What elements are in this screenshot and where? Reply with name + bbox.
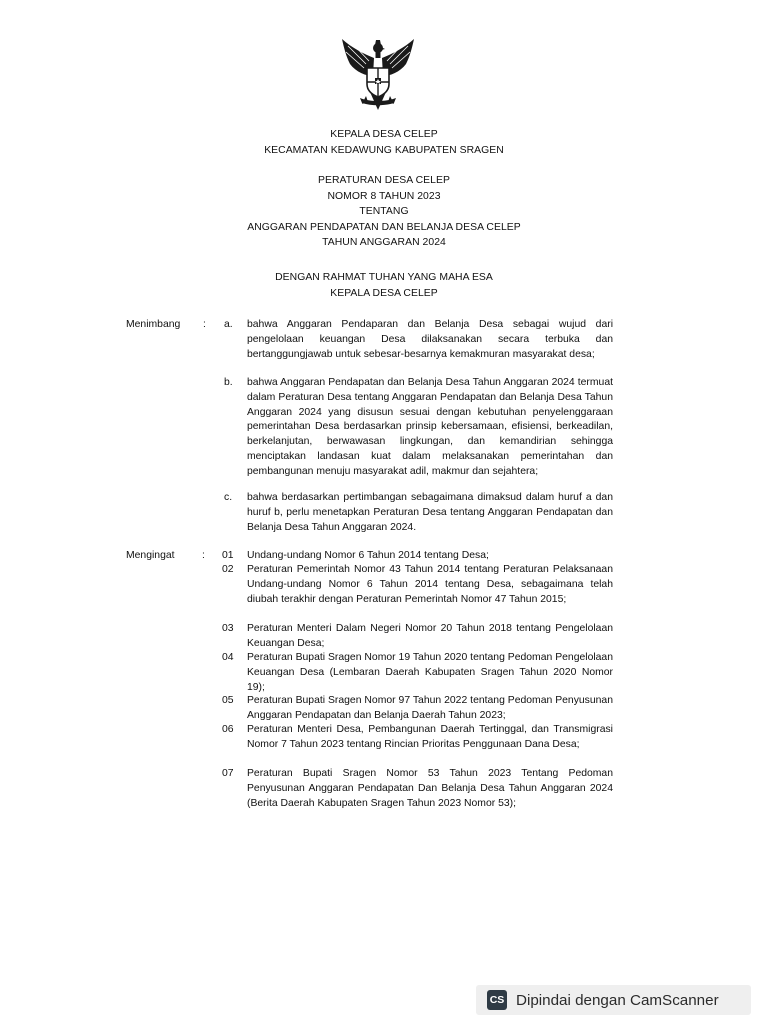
regulation-fiscal-year: TAHUN ANGGARAN 2024 xyxy=(322,237,446,248)
item-text: Peraturan Menteri Desa, Pembangunan Daerah Tertinggal, dan Transmigrasi Nomor 7 Tahun 2023 tentang Rincian Prioritas Penggunaan Dana Desa; xyxy=(247,724,613,750)
regulation-title-block xyxy=(0,173,768,251)
item-marker: b. xyxy=(224,377,233,388)
item-text: Peraturan Pemerintah Nomor 43 Tahun 2014 tentang Peraturan Pelaksanaan Undang-undang Nomor 6 Tahun 2014 tentang Desa, sebagaimana telah diubah terakhir dengan Peraturan Pemerintah Nomor 47 Tahun 2015; xyxy=(247,564,613,605)
item-marker: 04 xyxy=(222,652,234,663)
item-marker: 02 xyxy=(222,564,234,575)
item-marker: c. xyxy=(224,492,233,503)
item-text: Peraturan Bupati Sragen Nomor 53 Tahun 2023 Tentang Pedoman Penyusunan Anggaran Pendapatan Dan Belanja Desa Tahun Anggaran 2024 (Berita Daerah Kabupaten Sragen Tahun 2023 Nomor 53); xyxy=(247,768,613,809)
document-header xyxy=(0,127,768,158)
item-marker: 01 xyxy=(222,550,234,561)
regulation-title: PERATURAN DESA CELEP xyxy=(318,175,450,186)
enactor-text: KEPALA DESA CELEP xyxy=(330,287,438,299)
menimbang-label: Menimbang xyxy=(126,319,181,330)
item-text: bahwa berdasarkan pertimbangan sebagaimana dimaksud dalam huruf a dan huruf b, perlu menetapkan Peraturan Desa tentang Anggaran Pendapatan dan Belanja Desa Tahun Anggaran 2024. xyxy=(247,492,613,533)
item-text: Undang-undang Nomor 6 Tahun 2014 tentang Desa; xyxy=(247,550,489,561)
invocation-text: DENGAN RAHMAT TUHAN YANG MAHA ESA xyxy=(275,272,493,283)
item-marker: 06 xyxy=(222,724,234,735)
item-text: Peraturan Bupati Sragen Nomor 19 Tahun 2020 tentang Pedoman Pengelolaan Keuangan Desa (Lembaran Daerah Kabupaten Sragen Tahun 2020 Nomor 19); xyxy=(247,652,613,693)
item-marker: 07 xyxy=(222,768,234,779)
invocation-block xyxy=(0,270,768,301)
regulation-about: TENTANG xyxy=(359,206,409,217)
item-marker: 03 xyxy=(222,623,234,634)
menimbang-colon: : xyxy=(203,319,206,330)
item-text: Peraturan Menteri Dalam Negeri Nomor 20 Tahun 2018 tentang Pengelolaan Keuangan Desa; xyxy=(247,623,613,649)
garuda-emblem-icon xyxy=(336,34,420,118)
mengingat-colon: : xyxy=(202,550,205,561)
camscanner-text: Dipindai dengan CamScanner xyxy=(516,991,719,1009)
item-marker: 05 xyxy=(222,695,234,706)
item-text: bahwa Anggaran Pendapatan dan Belanja Desa Tahun Anggaran 2024 termuat dalam Peraturan Desa tentang Anggaran Pendapatan dan Belanja Desa Tahun Anggaran 2024 yang disusun sesuai dengan kebutuhan penyelenggaraan pemerintahan Desa berdasarkan prinsip kebersamaan, efisiensi, berkeadilan, berkelanjutan, berwawasan lingkungan, dan kemandirian sehingga menciptakan landasan kuat dalam melaksanakan pemerintahan dan pembangunan menuju masyarakat adil, makmur dan sejahtera; xyxy=(247,377,613,477)
office-line-2: KECAMATAN KEDAWUNG KABUPATEN SRAGEN xyxy=(264,144,504,156)
item-marker: a. xyxy=(224,319,233,330)
camscanner-logo-icon: CS xyxy=(487,990,507,1010)
camscanner-watermark xyxy=(476,985,751,1015)
mengingat-label: Mengingat xyxy=(126,550,175,561)
item-text: bahwa Anggaran Pendaparan dan Belanja Desa sebagai wujud dari pengelolaan keuangan Desa dilaksanakan secara terbuka dan bertanggungjawab untuk sebesar-besarnya kemakmuran masyarakat desa; xyxy=(247,319,613,360)
regulation-subject: ANGGARAN PENDAPATAN DAN BELANJA DESA CELEP xyxy=(247,221,521,233)
regulation-number: NOMOR 8 TAHUN 2023 xyxy=(327,190,441,202)
item-text: Peraturan Bupati Sragen Nomor 97 Tahun 2022 tentang Pedoman Penyusunan Anggaran Pendapatan dan Belanja Daerah Tahun 2023; xyxy=(247,695,613,721)
office-line-1: KEPALA DESA CELEP xyxy=(330,129,438,140)
